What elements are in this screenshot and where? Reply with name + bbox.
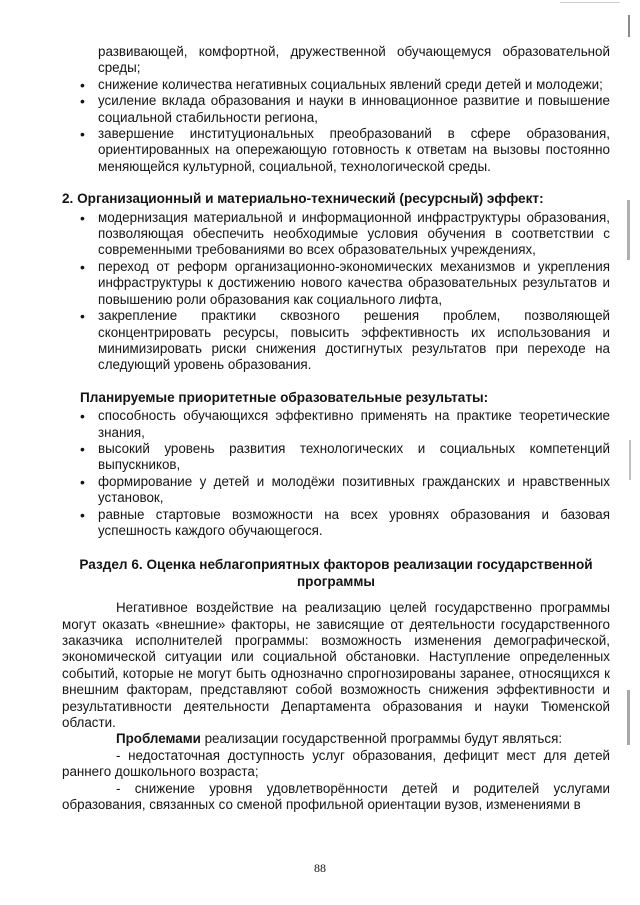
list-item: • усиление вклада образования и науки в инновационное развитие и повышение социальной стабильности региона, (62, 93, 610, 126)
planned-results-heading: Планируемые приоритетные образовательные результаты: (80, 389, 489, 405)
section2-heading: 2. Организационный и материально-технический (ресурсный) эффект: (62, 191, 544, 207)
problems-bold-word: Проблемами (116, 731, 201, 747)
list-item: • формирование у детей и молодёжи позитивных гражданских и нравственных установок, (62, 474, 610, 507)
planned-results-list (62, 408, 610, 539)
paragraph-problem-1: - недостаточная доступность услуг образования, дефицит мест для детей раннего дошкольного возраста; (62, 747, 610, 780)
section6-heading: Раздел 6. Оценка неблагоприятных факторов реализации государственной программы (79, 557, 593, 589)
list-item: • завершение институциональных преобразований в сфере образования, ориентированных на опережающую готовность к ответам на вызовы постоянно меняющейся культурной, социальной, технологической среды. (62, 126, 610, 175)
top-bullet-list (62, 77, 610, 175)
scan-artifact-top (628, 15, 630, 37)
page-number: 88 (314, 861, 326, 875)
page-content (62, 44, 610, 813)
paragraph-problems-intro (62, 731, 610, 747)
list-item: • модернизация материальной и информационной инфраструктуры образования, позволяющая обеспечить необходимые условия обучения в соответствии с современными требованиями во всех образовательных учреждениях, (62, 210, 610, 259)
section2-bullet-list (62, 210, 610, 374)
list-item: • снижение количества негативных социальных явлений среди детей и молодежи; (62, 77, 610, 93)
scan-artifact-bottom (627, 690, 630, 745)
list-continuation: развивающей, комфортной, дружественной обучающемуся образовательной среды; (98, 44, 610, 76)
scan-artifact-lower (629, 440, 631, 480)
list-item: • переход от реформ организационно-экономических механизмов и укрепления инфраструктуры к достижению нового качества образовательных результатов и повышению роли образования как социального лифта, (62, 259, 610, 308)
list-item: • равные стартовые возможности на всех уровнях образования и базовая успешность каждого обучающегося. (62, 507, 610, 540)
problems-intro-text: реализации государственной программы будут являться: (200, 731, 563, 747)
list-item: • высокий уровень развития технологических и социальных компетенций выпускников, (62, 441, 610, 474)
scan-artifact-mid (627, 200, 630, 260)
paragraph-problem-2: - снижение уровня удовлетворённости детей и родителей услугами образования, связанных со сменой профильной ориентации вузов, изменениями в (62, 780, 610, 813)
list-item: • способность обучающихся эффективно применять на практике теоретические знания, (62, 408, 610, 441)
scan-artifact-top-line (560, 2, 620, 3)
paragraph-negative-impact: Негативное воздействие на реализацию целей государственно программы могут оказать «внешние» факторы, не зависящие от деятельности государственного заказчика исполнителей программы: возможность изменения демографической, экономической ситуации или социальной обстановки. Наступление определенных событий, которые не могут быть однозначно спрогнозированы заранее, относящихся к внешним факторам, представляют собой возможность снижения эффективности и результативности деятельности Департамента образования и науки Тюменской области. (62, 600, 610, 731)
list-item: • закрепление практики сквозного решения проблем, позволяющей сконцентрировать ресурсы, повысить эффективность их использования и минимизировать риски снижения достигнутых результатов при переходе на следующий уровень образования. (62, 308, 610, 374)
